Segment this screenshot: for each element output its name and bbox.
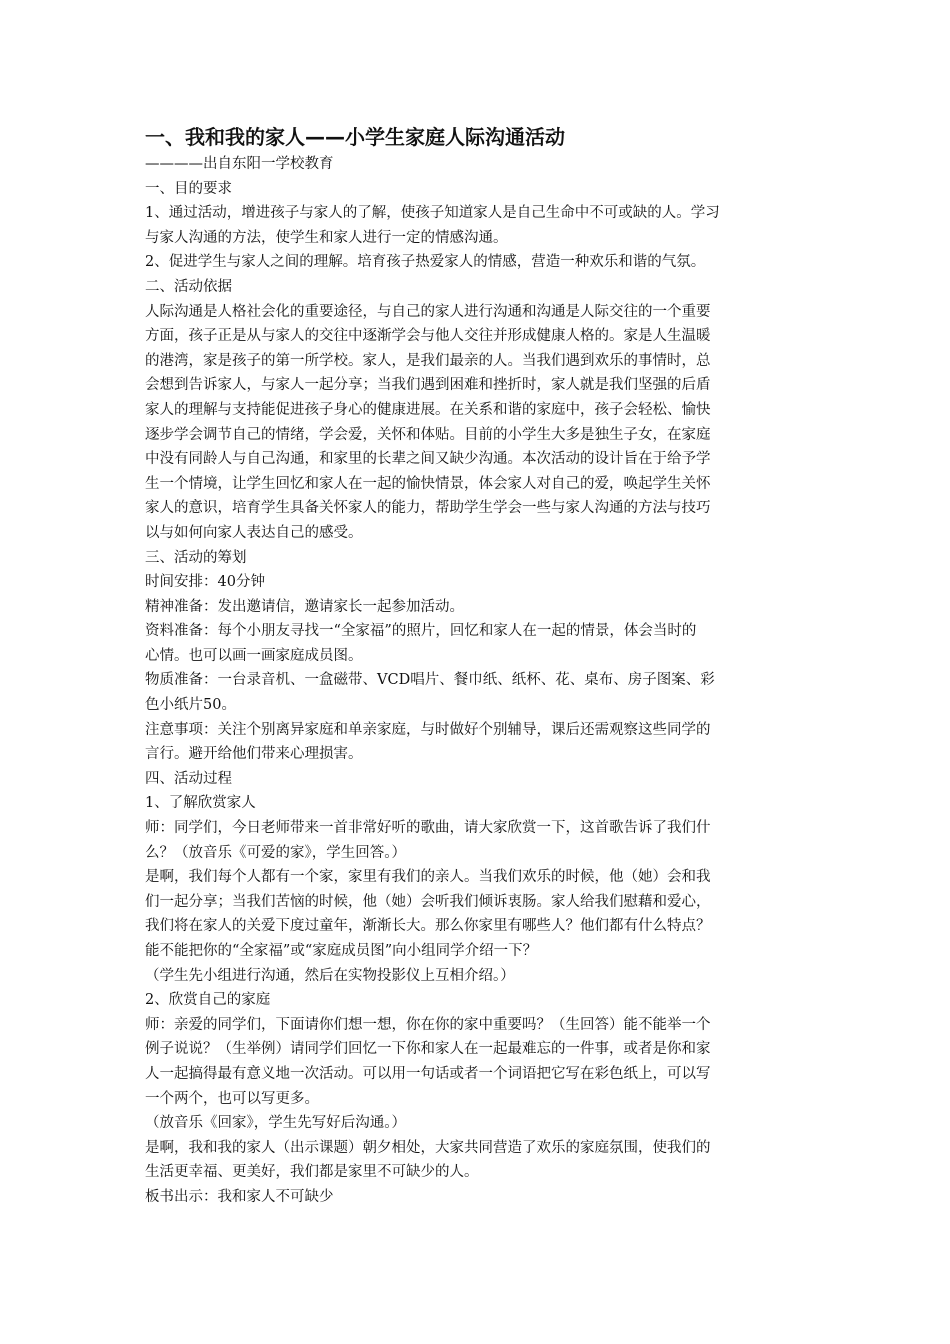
text-line: 逐步学会调节自己的情绪，学会爱，关怀和体贴。目前的小学生大多是独生子女，在家庭 [145,426,711,443]
document-title: 一、我和我的家人——小学生家庭人际沟通活动 [145,125,565,149]
text-line: 1、了解欣赏家人 [145,795,256,812]
text-line: 人际沟通是人格社会化的重要途径，与自己的家人进行沟通和沟通是人际交往的一个重要 [145,303,711,320]
text-line: 二、活动依据 [145,278,232,295]
text-line: 1、通过活动，增进孩子与家人的了解，使孩子知道家人是自己生命中不可或缺的人。学习 [145,205,720,222]
text-line: 物质准备：一台录音机、一盒磁带、VCD唱片、餐巾纸、纸杯、花、桌布、房子图案、彩 [145,672,715,689]
text-line: 心情。也可以画一画家庭成员图。 [145,647,363,664]
document-body [145,152,810,1210]
text-line: 2、促进学生与家人之间的理解。培育孩子热爱家人的情感，营造一种欢乐和谐的气氛。 [145,254,706,271]
text-line: 色小纸片50。 [145,697,236,714]
text-line: 是啊，我们每个人都有一个家，家里有我们的亲人。当我们欢乐的时候，他（她）会和我 [145,869,711,886]
text-line: 师：亲爱的同学们，下面请你们想一想，你在你的家中重要吗？（生回答）能不能举一个 [145,1016,711,1033]
text-line: 家人的理解与支持能促进孩子身心的健康进展。在关系和谐的家庭中，孩子会轻松、愉快 [145,401,711,418]
text-line: 生活更幸福、更美好，我们都是家里不可缺少的人。 [145,1164,479,1181]
text-line: 是啊，我和我的家人（出示课题）朝夕相处，大家共同营造了欢乐的家庭氛围，使我们的 [145,1139,711,1156]
text-line: 一、目的要求 [145,180,232,197]
text-line: （学生先小组进行沟通，然后在实物投影仪上互相介绍。） [145,967,515,984]
text-line: 家人的意识，培育学生具备关怀家人的能力，帮助学生学会一些与家人沟通的方法与技巧 [145,500,711,517]
text-line: 注意事项：关注个别离异家庭和单亲家庭，与时做好个别辅导，课后还需观察这些同学的 [145,721,711,738]
text-line: 言行。避开给他们带来心理损害。 [145,746,363,763]
text-line: 与家人沟通的方法，使学生和家人进行一定的情感沟通。 [145,229,508,246]
text-line: 能不能把你的“全家福”或“家庭成员图”向小组同学介绍一下？ [145,943,538,959]
text-line: 们一起分享；当我们苦恼的时候，他（她）会听我们倾诉衷肠。家人给我们慰藉和爱心， [145,893,711,910]
text-line: 四、活动过程 [145,770,232,787]
text-line: ————出自东阳一学校教育 [145,156,334,172]
text-line: 2、欣赏自己的家庭 [145,992,271,1009]
text-line: 么？（放音乐《可爱的家》，学生回答。） [145,844,406,861]
text-line: 三、活动的筹划 [145,549,247,566]
text-line: 方面，孩子正是从与家人的交往中逐渐学会与他人交往并形成健康人格的。家是人生温暖 [145,328,711,345]
text-line: 例子说说？（生举例）请同学们回忆一下你和家人在一起最难忘的一件事，或者是你和家 [145,1041,711,1058]
text-line: 会想到告诉家人，与家人一起分享；当我们遇到困难和挫折时，家人就是我们坚强的后盾 [145,377,711,394]
text-line: （放音乐《回家》，学生先写好后沟通。） [145,1115,406,1132]
text-line: 资料准备：每个小朋友寻找一“全家福”的照片，回忆和家人在一起的情景，体会当时的 [145,623,697,640]
text-line: 以与如何向家人表达自己的感受。 [145,524,363,541]
text-line: 精神准备：发出邀请信，邀请家长一起参加活动。 [145,598,464,615]
text-line: 的港湾，家是孩子的第一所学校。家人，是我们最亲的人。当我们遇到欢乐的事情时，总 [145,352,711,369]
text-line: 我们将在家人的关爱下度过童年，渐渐长大。那么你家里有哪些人？他们都有什么特点？ [145,918,711,935]
text-line: 中没有同龄人与自己沟通，和家里的长辈之间又缺少沟通。本次活动的设计旨在于给予学 [145,451,711,468]
text-line: 时间安排：40分钟 [145,574,265,591]
text-line: 生一个情境，让学生回忆和家人在一起的愉快情景，体会家人对自己的爱，唤起学生关怀 [145,475,711,492]
document-page [145,122,810,1210]
text-line: 板书出示：我和家人不可缺少 [145,1188,334,1205]
text-line: 人一起搞得最有意义地一次活动。可以用一句话或者一个词语把它写在彩色纸上，可以写 [145,1065,711,1082]
text-line: 师：同学们，今日老师带来一首非常好听的歌曲，请大家欣赏一下，这首歌告诉了我们什 [145,820,711,837]
text-line: 一个两个，也可以写更多。 [145,1090,319,1107]
